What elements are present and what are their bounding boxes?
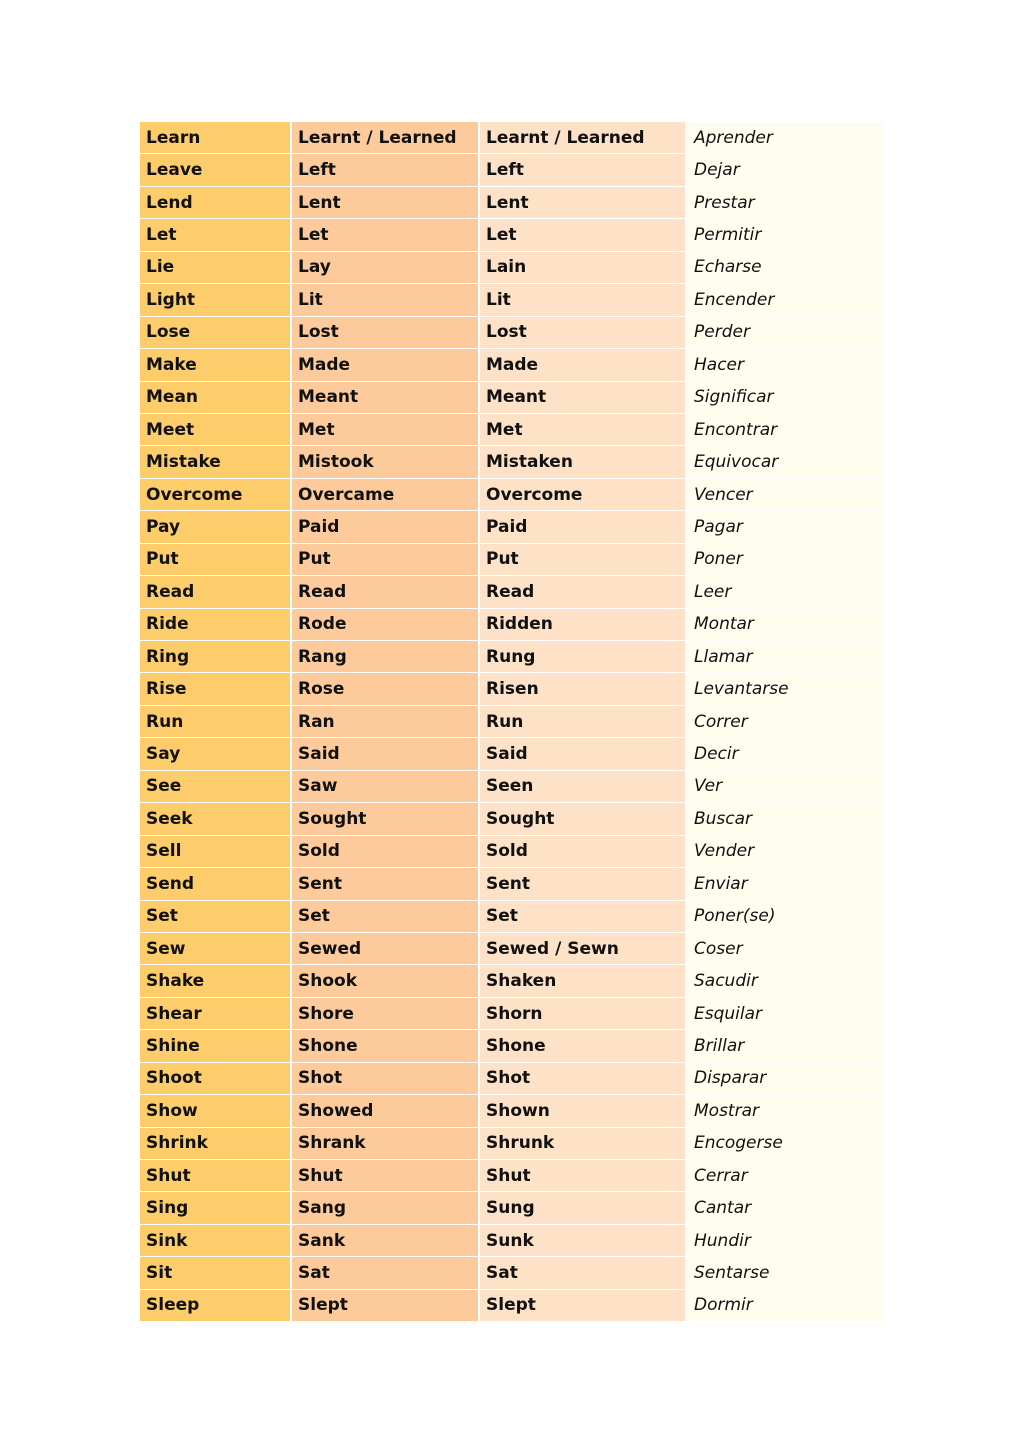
- verb-past-simple-cell: Sewed: [292, 933, 480, 965]
- table-row: [140, 414, 883, 446]
- verb-past-simple-cell: Rose: [292, 673, 480, 705]
- verb-past-simple-cell: Ran: [292, 706, 480, 738]
- verb-base-form-cell: Sink: [140, 1225, 292, 1257]
- verb-base-form-cell: Ride: [140, 609, 292, 641]
- verb-past-participle-cell: Made: [480, 349, 687, 381]
- verb-translation-cell: Vencer: [687, 479, 883, 511]
- table-row: [140, 252, 883, 284]
- verb-past-participle-cell: Left: [480, 154, 687, 186]
- verb-past-simple-cell: Shore: [292, 998, 480, 1030]
- verb-base-form-cell: Lie: [140, 252, 292, 284]
- verb-base-form-cell: Sing: [140, 1192, 292, 1224]
- verb-base-form-cell: Rise: [140, 673, 292, 705]
- table-row: [140, 187, 883, 219]
- table-row: [140, 673, 883, 705]
- verb-past-participle-cell: Sat: [480, 1257, 687, 1289]
- verb-past-participle-cell: Shut: [480, 1160, 687, 1192]
- verb-base-form-cell: Sit: [140, 1257, 292, 1289]
- verb-past-simple-cell: Sang: [292, 1192, 480, 1224]
- verb-past-participle-cell: Meant: [480, 382, 687, 414]
- verb-past-simple-cell: Sought: [292, 803, 480, 835]
- verb-past-participle-cell: Shaken: [480, 965, 687, 997]
- verb-past-simple-cell: Lent: [292, 187, 480, 219]
- verb-past-simple-cell: Showed: [292, 1095, 480, 1127]
- table-row: [140, 771, 883, 803]
- verb-base-form-cell: See: [140, 771, 292, 803]
- verb-base-form-cell: Make: [140, 349, 292, 381]
- table-row: [140, 803, 883, 835]
- verb-past-simple-cell: Lit: [292, 284, 480, 316]
- verb-past-participle-cell: Shown: [480, 1095, 687, 1127]
- verb-past-participle-cell: Mistaken: [480, 446, 687, 478]
- verb-translation-cell: Disparar: [687, 1063, 883, 1095]
- verb-past-participle-cell: Read: [480, 576, 687, 608]
- verb-past-participle-cell: Lit: [480, 284, 687, 316]
- table-row: [140, 284, 883, 316]
- verb-base-form-cell: Mean: [140, 382, 292, 414]
- table-row: [140, 738, 883, 770]
- verb-past-simple-cell: Rang: [292, 641, 480, 673]
- verb-past-simple-cell: Made: [292, 349, 480, 381]
- verb-past-simple-cell: Lost: [292, 317, 480, 349]
- verb-past-participle-cell: Ridden: [480, 609, 687, 641]
- verb-base-form-cell: Shrink: [140, 1128, 292, 1160]
- verb-base-form-cell: Light: [140, 284, 292, 316]
- verb-translation-cell: Correr: [687, 706, 883, 738]
- verb-past-participle-cell: Lost: [480, 317, 687, 349]
- verb-translation-cell: Prestar: [687, 187, 883, 219]
- verb-base-form-cell: Overcome: [140, 479, 292, 511]
- table-row: [140, 122, 883, 154]
- verb-translation-cell: Echarse: [687, 252, 883, 284]
- verb-base-form-cell: Show: [140, 1095, 292, 1127]
- verb-translation-cell: Dejar: [687, 154, 883, 186]
- verb-past-simple-cell: Read: [292, 576, 480, 608]
- verb-past-simple-cell: Shrank: [292, 1128, 480, 1160]
- verb-base-form-cell: Shut: [140, 1160, 292, 1192]
- irregular-verbs-table: [140, 122, 883, 1322]
- verb-translation-cell: Hacer: [687, 349, 883, 381]
- verb-translation-cell: Poner(se): [687, 901, 883, 933]
- table-row: [140, 1225, 883, 1257]
- verb-past-simple-cell: Set: [292, 901, 480, 933]
- table-row: [140, 706, 883, 738]
- verb-base-form-cell: Leave: [140, 154, 292, 186]
- table-row: [140, 1257, 883, 1289]
- verb-base-form-cell: Learn: [140, 122, 292, 154]
- verb-past-participle-cell: Overcome: [480, 479, 687, 511]
- verb-past-simple-cell: Lay: [292, 252, 480, 284]
- verb-base-form-cell: Put: [140, 544, 292, 576]
- verb-past-participle-cell: Sent: [480, 868, 687, 900]
- verb-past-participle-cell: Rung: [480, 641, 687, 673]
- table-row: [140, 317, 883, 349]
- verb-past-simple-cell: Saw: [292, 771, 480, 803]
- verb-translation-cell: Brillar: [687, 1030, 883, 1062]
- verb-translation-cell: Encender: [687, 284, 883, 316]
- verb-translation-cell: Dormir: [687, 1290, 883, 1322]
- table-row: [140, 836, 883, 868]
- table-row: [140, 901, 883, 933]
- verb-past-simple-cell: Let: [292, 219, 480, 251]
- verb-translation-cell: Leer: [687, 576, 883, 608]
- verb-past-simple-cell: Meant: [292, 382, 480, 414]
- verb-base-form-cell: Say: [140, 738, 292, 770]
- verb-base-form-cell: Mistake: [140, 446, 292, 478]
- verb-base-form-cell: Shear: [140, 998, 292, 1030]
- verb-translation-cell: Significar: [687, 382, 883, 414]
- verb-past-participle-cell: Lain: [480, 252, 687, 284]
- table-row: [140, 349, 883, 381]
- verb-translation-cell: Encontrar: [687, 414, 883, 446]
- verb-translation-cell: Coser: [687, 933, 883, 965]
- verb-past-simple-cell: Shot: [292, 1063, 480, 1095]
- table-row: [140, 1290, 883, 1322]
- verb-past-participle-cell: Lent: [480, 187, 687, 219]
- verb-past-simple-cell: Met: [292, 414, 480, 446]
- verb-translation-cell: Hundir: [687, 1225, 883, 1257]
- verb-translation-cell: Levantarse: [687, 673, 883, 705]
- verb-past-simple-cell: Sent: [292, 868, 480, 900]
- verb-base-form-cell: Send: [140, 868, 292, 900]
- verb-past-simple-cell: Said: [292, 738, 480, 770]
- table-row: [140, 1063, 883, 1095]
- verb-past-participle-cell: Sunk: [480, 1225, 687, 1257]
- verb-translation-cell: Decir: [687, 738, 883, 770]
- verb-past-participle-cell: Met: [480, 414, 687, 446]
- table-row: [140, 511, 883, 543]
- verb-past-simple-cell: Paid: [292, 511, 480, 543]
- table-row: [140, 1192, 883, 1224]
- verb-past-simple-cell: Rode: [292, 609, 480, 641]
- verb-past-simple-cell: Shut: [292, 1160, 480, 1192]
- verb-translation-cell: Cerrar: [687, 1160, 883, 1192]
- verb-past-simple-cell: Sold: [292, 836, 480, 868]
- table-row: [140, 868, 883, 900]
- verb-past-participle-cell: Shrunk: [480, 1128, 687, 1160]
- verb-translation-cell: Montar: [687, 609, 883, 641]
- verb-past-participle-cell: Set: [480, 901, 687, 933]
- verb-base-form-cell: Ring: [140, 641, 292, 673]
- verb-past-simple-cell: Put: [292, 544, 480, 576]
- verb-base-form-cell: Read: [140, 576, 292, 608]
- table-row: [140, 219, 883, 251]
- verb-past-participle-cell: Put: [480, 544, 687, 576]
- verb-translation-cell: Sacudir: [687, 965, 883, 997]
- table-row: [140, 382, 883, 414]
- table-row: [140, 609, 883, 641]
- table-row: [140, 965, 883, 997]
- table-row: [140, 1160, 883, 1192]
- verb-translation-cell: Aprender: [687, 122, 883, 154]
- verb-translation-cell: Esquilar: [687, 998, 883, 1030]
- verb-translation-cell: Vender: [687, 836, 883, 868]
- verb-past-participle-cell: Shone: [480, 1030, 687, 1062]
- verb-base-form-cell: Lend: [140, 187, 292, 219]
- table-row: [140, 641, 883, 673]
- verb-past-simple-cell: Shook: [292, 965, 480, 997]
- verb-past-simple-cell: Mistook: [292, 446, 480, 478]
- verb-base-form-cell: Sew: [140, 933, 292, 965]
- verb-base-form-cell: Run: [140, 706, 292, 738]
- verb-translation-cell: Ver: [687, 771, 883, 803]
- verb-base-form-cell: Shine: [140, 1030, 292, 1062]
- verb-past-participle-cell: Shot: [480, 1063, 687, 1095]
- table-row: [140, 576, 883, 608]
- verb-translation-cell: Pagar: [687, 511, 883, 543]
- table-row: [140, 544, 883, 576]
- verb-past-simple-cell: Left: [292, 154, 480, 186]
- table-row: [140, 1095, 883, 1127]
- verb-past-participle-cell: Run: [480, 706, 687, 738]
- table-row: [140, 446, 883, 478]
- verb-base-form-cell: Let: [140, 219, 292, 251]
- verb-past-simple-cell: Slept: [292, 1290, 480, 1322]
- table-row: [140, 933, 883, 965]
- verb-translation-cell: Buscar: [687, 803, 883, 835]
- verb-past-participle-cell: Sold: [480, 836, 687, 868]
- verb-base-form-cell: Set: [140, 901, 292, 933]
- verb-translation-cell: Encogerse: [687, 1128, 883, 1160]
- verb-past-simple-cell: Sank: [292, 1225, 480, 1257]
- verb-translation-cell: Cantar: [687, 1192, 883, 1224]
- verb-past-participle-cell: Shorn: [480, 998, 687, 1030]
- table-row: [140, 1128, 883, 1160]
- verb-base-form-cell: Pay: [140, 511, 292, 543]
- verb-past-participle-cell: Sought: [480, 803, 687, 835]
- verb-past-simple-cell: Shone: [292, 1030, 480, 1062]
- verb-past-participle-cell: Said: [480, 738, 687, 770]
- verb-past-simple-cell: Learnt / Learned: [292, 122, 480, 154]
- verb-translation-cell: Mostrar: [687, 1095, 883, 1127]
- verb-past-simple-cell: Overcame: [292, 479, 480, 511]
- irregular-verbs-table-body: [140, 122, 883, 1322]
- verb-base-form-cell: Sell: [140, 836, 292, 868]
- verb-past-participle-cell: Paid: [480, 511, 687, 543]
- verb-past-participle-cell: Sewed / Sewn: [480, 933, 687, 965]
- verb-past-participle-cell: Learnt / Learned: [480, 122, 687, 154]
- verb-base-form-cell: Lose: [140, 317, 292, 349]
- verb-past-participle-cell: Let: [480, 219, 687, 251]
- verb-past-participle-cell: Slept: [480, 1290, 687, 1322]
- verb-base-form-cell: Shoot: [140, 1063, 292, 1095]
- verb-past-participle-cell: Sung: [480, 1192, 687, 1224]
- verb-translation-cell: Llamar: [687, 641, 883, 673]
- table-row: [140, 479, 883, 511]
- table-row: [140, 154, 883, 186]
- verb-base-form-cell: Meet: [140, 414, 292, 446]
- verb-translation-cell: Enviar: [687, 868, 883, 900]
- verb-base-form-cell: Seek: [140, 803, 292, 835]
- verb-translation-cell: Sentarse: [687, 1257, 883, 1289]
- verb-base-form-cell: Sleep: [140, 1290, 292, 1322]
- table-row: [140, 998, 883, 1030]
- table-row: [140, 1030, 883, 1062]
- verb-past-participle-cell: Risen: [480, 673, 687, 705]
- verb-translation-cell: Poner: [687, 544, 883, 576]
- verb-base-form-cell: Shake: [140, 965, 292, 997]
- verb-past-simple-cell: Sat: [292, 1257, 480, 1289]
- verb-past-participle-cell: Seen: [480, 771, 687, 803]
- verb-translation-cell: Permitir: [687, 219, 883, 251]
- verb-translation-cell: Equivocar: [687, 446, 883, 478]
- verb-translation-cell: Perder: [687, 317, 883, 349]
